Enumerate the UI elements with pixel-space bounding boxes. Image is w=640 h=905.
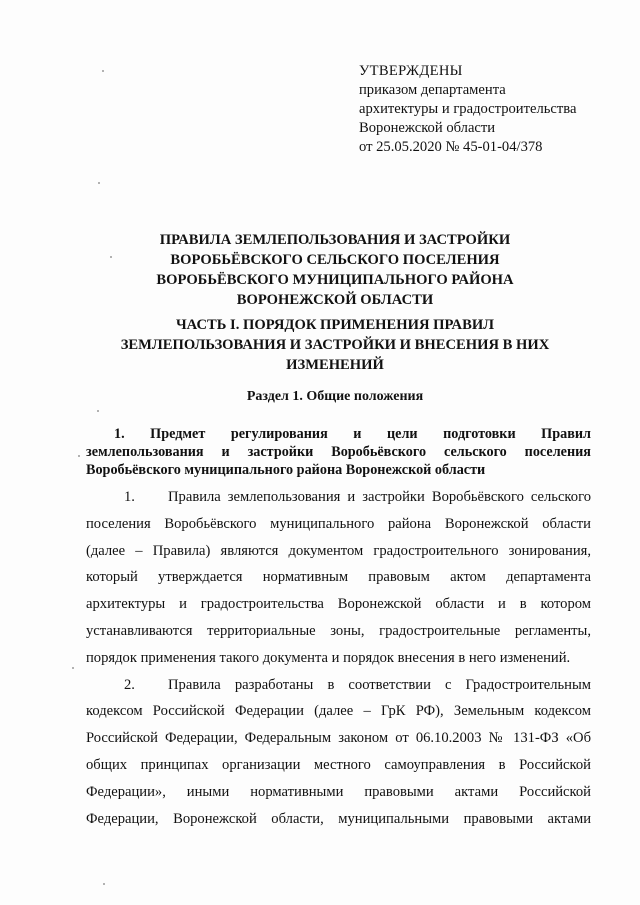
clause-heading-line: землепользования и застройки Воробьёвского сельского поселения [86, 444, 591, 460]
title-line: ВОРОБЬЁВСКОГО МУНИЦИПАЛЬНОГО РАЙОНА [156, 272, 514, 288]
paragraph-line: устанавливаются территориальные зоны, градостроительные регламенты, [86, 622, 591, 639]
part-title [70, 315, 600, 375]
approval-order-number: от 25.05.2020 № 45-01-04/378 [359, 139, 543, 155]
section-title-text: Раздел 1. Общие положения [246, 389, 424, 404]
paragraph-line: (далее – Правила) являются документом градостроительного зонирования, [86, 542, 591, 559]
paragraph-line: архитектуры и градостроительства Воронежской области и в котором [86, 596, 591, 613]
approval-heading: УТВЕРЖДЕНЫ [359, 63, 463, 79]
paragraph-first-line-text: Правила землепользования и застройки Воробьёвского сельского [168, 489, 591, 505]
approval-stamp-block [359, 62, 619, 157]
scan-speck [72, 667, 74, 669]
scan-speck [78, 455, 80, 457]
part-title-line: ЧАСТЬ I. ПОРЯДОК ПРИМЕНЕНИЯ ПРАВИЛ [175, 317, 495, 333]
scan-speck [103, 883, 105, 885]
paragraph-line: общих принципах организации местного самоуправления в Российской [86, 756, 591, 773]
paragraph-line: кодексом Российской Федерации (далее – ГрК РФ), Земельным кодексом [86, 703, 591, 720]
title-line: ПРАВИЛА ЗЕМЛЕПОЛЬЗОВАНИЯ И ЗАСТРОЙКИ [159, 232, 511, 248]
paragraph-line: Российской Федерации, Федеральным законом от 06.10.2003 № 131-ФЗ «Об [86, 730, 591, 747]
part-title-line: ИЗМЕНЕНИЙ [286, 357, 384, 373]
paragraph-line: Федерации», иными нормативными правовыми актами Российской [86, 783, 591, 800]
paragraph-line: который утверждается нормативным правовым актом департамента [86, 569, 591, 586]
clause-heading [86, 425, 591, 479]
body-text [86, 484, 591, 832]
paragraph-first-line [86, 484, 591, 511]
paragraph-2 [86, 672, 591, 833]
part-title-line: ЗЕМЛЕПОЛЬЗОВАНИЯ И ЗАСТРОЙКИ И ВНЕСЕНИЯ В НИХ [120, 337, 550, 353]
paragraph-first-line [86, 672, 591, 699]
scan-speck [102, 70, 104, 72]
paragraph-line: Федерации, Воронежской области, муниципальными правовыми актами [86, 810, 591, 827]
paragraph-line: поселения Воробьёвского муниципального района Воронежской области [86, 515, 591, 532]
scan-speck [97, 410, 99, 412]
scan-speck [110, 256, 112, 258]
approval-line: Воронежской области [359, 120, 496, 136]
clause-heading-line: Воробьёвского муниципального района Воронежской области [86, 462, 486, 478]
title-line: ВОРОБЬЁВСКОГО СЕЛЬСКОГО ПОСЕЛЕНИЯ [170, 252, 500, 268]
title-line: ВОРОНЕЖСКОЙ ОБЛАСТИ [236, 292, 434, 308]
section-title [70, 387, 600, 407]
paragraph-first-line-text: Правила разработаны в соответствии с Градостроительным [168, 676, 591, 693]
paragraph-1 [86, 484, 591, 672]
approval-line: приказом департамента [359, 82, 506, 98]
scan-speck [98, 182, 100, 184]
paragraph-number: 2. [124, 676, 135, 693]
approval-line: архитектуры и градостроительства [359, 101, 577, 117]
paragraph-line: порядок применения такого документа и порядок внесения в него изменений. [86, 649, 571, 666]
clause-heading-line: 1. Предмет регулирования и цели подготовки Правил [114, 426, 591, 442]
document-title [70, 230, 600, 310]
paragraph-number: 1. [124, 489, 135, 505]
